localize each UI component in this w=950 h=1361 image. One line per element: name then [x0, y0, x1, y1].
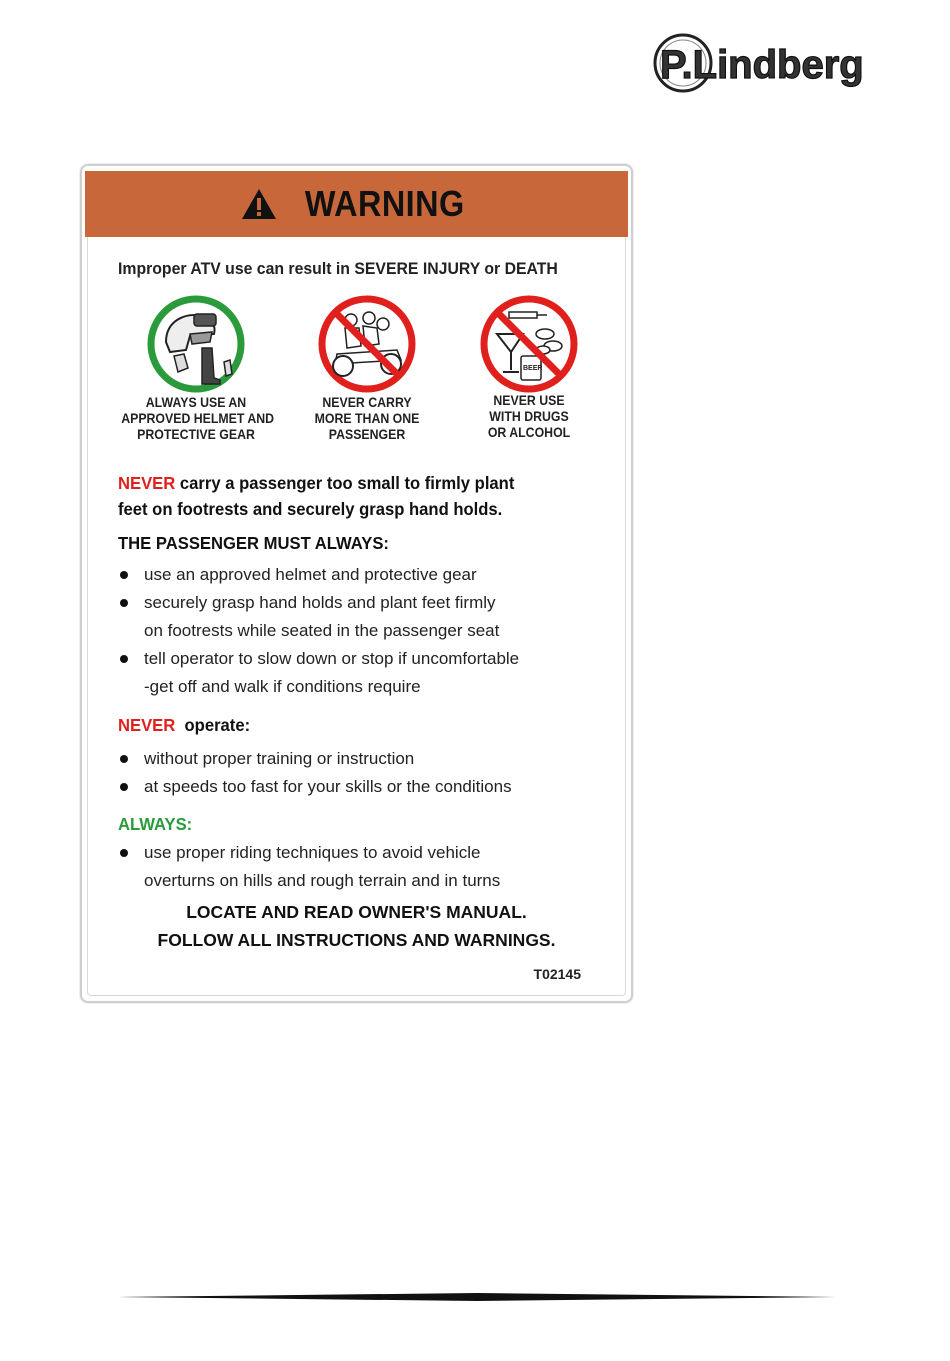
warning-banner [85, 171, 628, 237]
passenger-bullet: tell operator to slow down or stop if uncomfortable -get off and walk if conditions require [118, 645, 519, 701]
no-drugs-alcohol-icon [479, 294, 579, 394]
bullet-dot-icon [120, 755, 128, 763]
always-heading: ALWAYS: [118, 814, 193, 834]
never-keyword: NEVER [118, 715, 176, 735]
passenger-bullet: securely grasp hand holds and plant feet firmly on footrests while seated in the passenger seat [118, 589, 499, 645]
beer-label: BEER [523, 365, 543, 372]
bullet-dot-icon [120, 655, 128, 663]
never-bullet: without proper training or instruction [118, 745, 414, 773]
brand-logo [652, 30, 892, 96]
bullet-dot-icon [120, 783, 128, 791]
helmet-gear-icon [146, 294, 246, 394]
label-code: T02145 [533, 966, 581, 982]
banner-title: WARNING [304, 183, 465, 224]
helmet-caption: ALWAYS USE AN APPROVED HELMET AND PROTECTIVE GEAR [121, 394, 275, 442]
headline: Improper ATV use can result in SEVERE INJURY or DEATH [118, 259, 558, 278]
closing-line-instructions: FOLLOW ALL INSTRUCTIONS AND WARNINGS. [157, 930, 556, 950]
footer-rule [118, 1293, 836, 1301]
warning-triangle-icon [240, 187, 278, 221]
passenger-bullet: use an approved helmet and protective gear [118, 561, 477, 589]
always-bullet: use proper riding techniques to avoid vehicle overturns on hills and rough terrain and in turns [118, 839, 500, 895]
passenger-heading: THE PASSENGER MUST ALWAYS: [118, 533, 389, 553]
passenger-caption: NEVER CARRY MORE THAN ONE PASSENGER [314, 394, 420, 442]
logo-text: P.Lindberg [660, 43, 864, 87]
bullet-dot-icon [120, 571, 128, 579]
never-operate-heading: NEVER operate: [118, 715, 251, 735]
never-bullet: at speeds too fast for your skills or the conditions [118, 773, 512, 801]
drugs-caption: NEVER USE WITH DRUGS OR ALCOHOL [487, 392, 571, 440]
never-keyword: NEVER [118, 473, 176, 493]
bullet-dot-icon [120, 599, 128, 607]
warning-label [80, 164, 633, 1003]
no-extra-passenger-icon [317, 294, 417, 394]
bullet-dot-icon [120, 849, 128, 857]
passenger-size-rule: NEVER carry a passenger too small to firmly plant feet on footrests and securely grasp hand holds. [118, 473, 515, 519]
closing-line-manual: LOCATE AND READ OWNER'S MANUAL. [186, 902, 527, 922]
